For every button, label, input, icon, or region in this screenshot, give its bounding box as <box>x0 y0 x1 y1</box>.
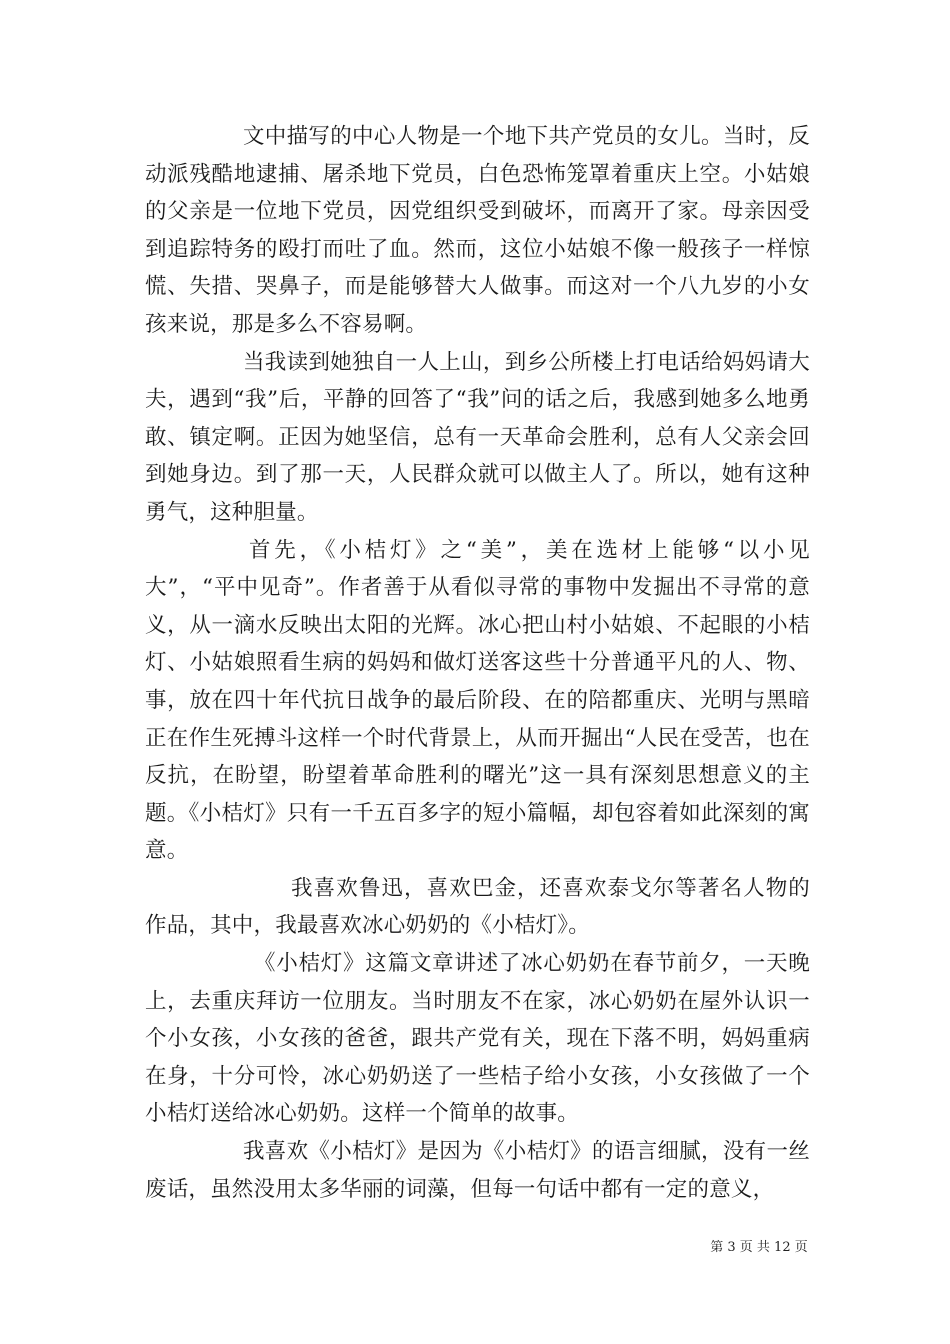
paragraph-5: 《小桔灯》这篇文章讲述了冰心奶奶在春节前夕，一天晚上，去重庆拜访一位朋友。当时朋友不在家，冰心奶奶在屋外认识一个小女孩，小女孩的爸爸，跟共产党有关，现在下落不明，妈妈重病在身，十分可怜，冰心奶奶送了一些桔子给小女孩，小女孩做了一个小桔灯送给冰心奶奶。这样一个简单的故事。 <box>145 951 810 1127</box>
paragraph-1: 文中描写的中心人物是一个地下共产党员的女儿。当时，反动派残酷地逮捕、屠杀地下党员，白色恐怖笼罩着重庆上空。小姑娘的父亲是一位地下党员，因党组织受到破坏，而离开了家。母亲因受到追踪特务的殴打而吐了血。然而，这位小姑娘不像一般孩子一样惊慌、失措、哭鼻子，而是能够替大人做事。而这对一个八九岁的小女孩来说，那是多么不容易啊。 <box>145 124 810 337</box>
paragraph-2: 当我读到她独自一人上山，到乡公所楼上打电话给妈妈请大夫，遇到“我”后，平静的回答了“我”问的话之后，我感到她多么地勇敢、镇定啊。正因为她坚信，总有一天革命会胜利，总有人父亲会回到她身边。到了那一天，人民群众就可以做主人了。所以，她有这种勇气，这种胆量。 <box>145 349 810 525</box>
paragraph-3: 首先，《小桔灯》之“美”，美在选材上能够“以小见大”，“平中见奇”。作者善于从看似寻常的事物中发掘出不寻常的意义，从一滴水反映出太阳的光辉。冰心把山村小姑娘、不起眼的小桔灯、小姑娘照看生病的妈妈和做灯送客这些十分普通平凡的人、物、事，放在四十年代抗日战争的最后阶段、在的陪都重庆、光明与黑暗正在作生死搏斗这样一个时代背景上，从而开掘出“人民在受苦，也在反抗，在盼望，盼望着革命胜利的曙光”这一具有深刻思想意义的主题。《小桔灯》只有一千五百多字的短小篇幅，却包容着如此深刻的寓意。 <box>145 537 810 864</box>
page-number: 第 3 页 共 12 页 <box>710 1240 808 1255</box>
document-body <box>145 118 810 1208</box>
paragraph-6: 我喜欢《小桔灯》是因为《小桔灯》的语言细腻，没有一丝废话，虽然没用太多华丽的词藻，但每一句话中都有一定的意义， <box>145 1139 810 1202</box>
paragraph-4: 我喜欢鲁迅，喜欢巴金，还喜欢泰戈尔等著名人物的作品，其中，我最喜欢冰心奶奶的《小桔灯》。 <box>145 875 810 939</box>
page-footer <box>0 1236 950 1255</box>
